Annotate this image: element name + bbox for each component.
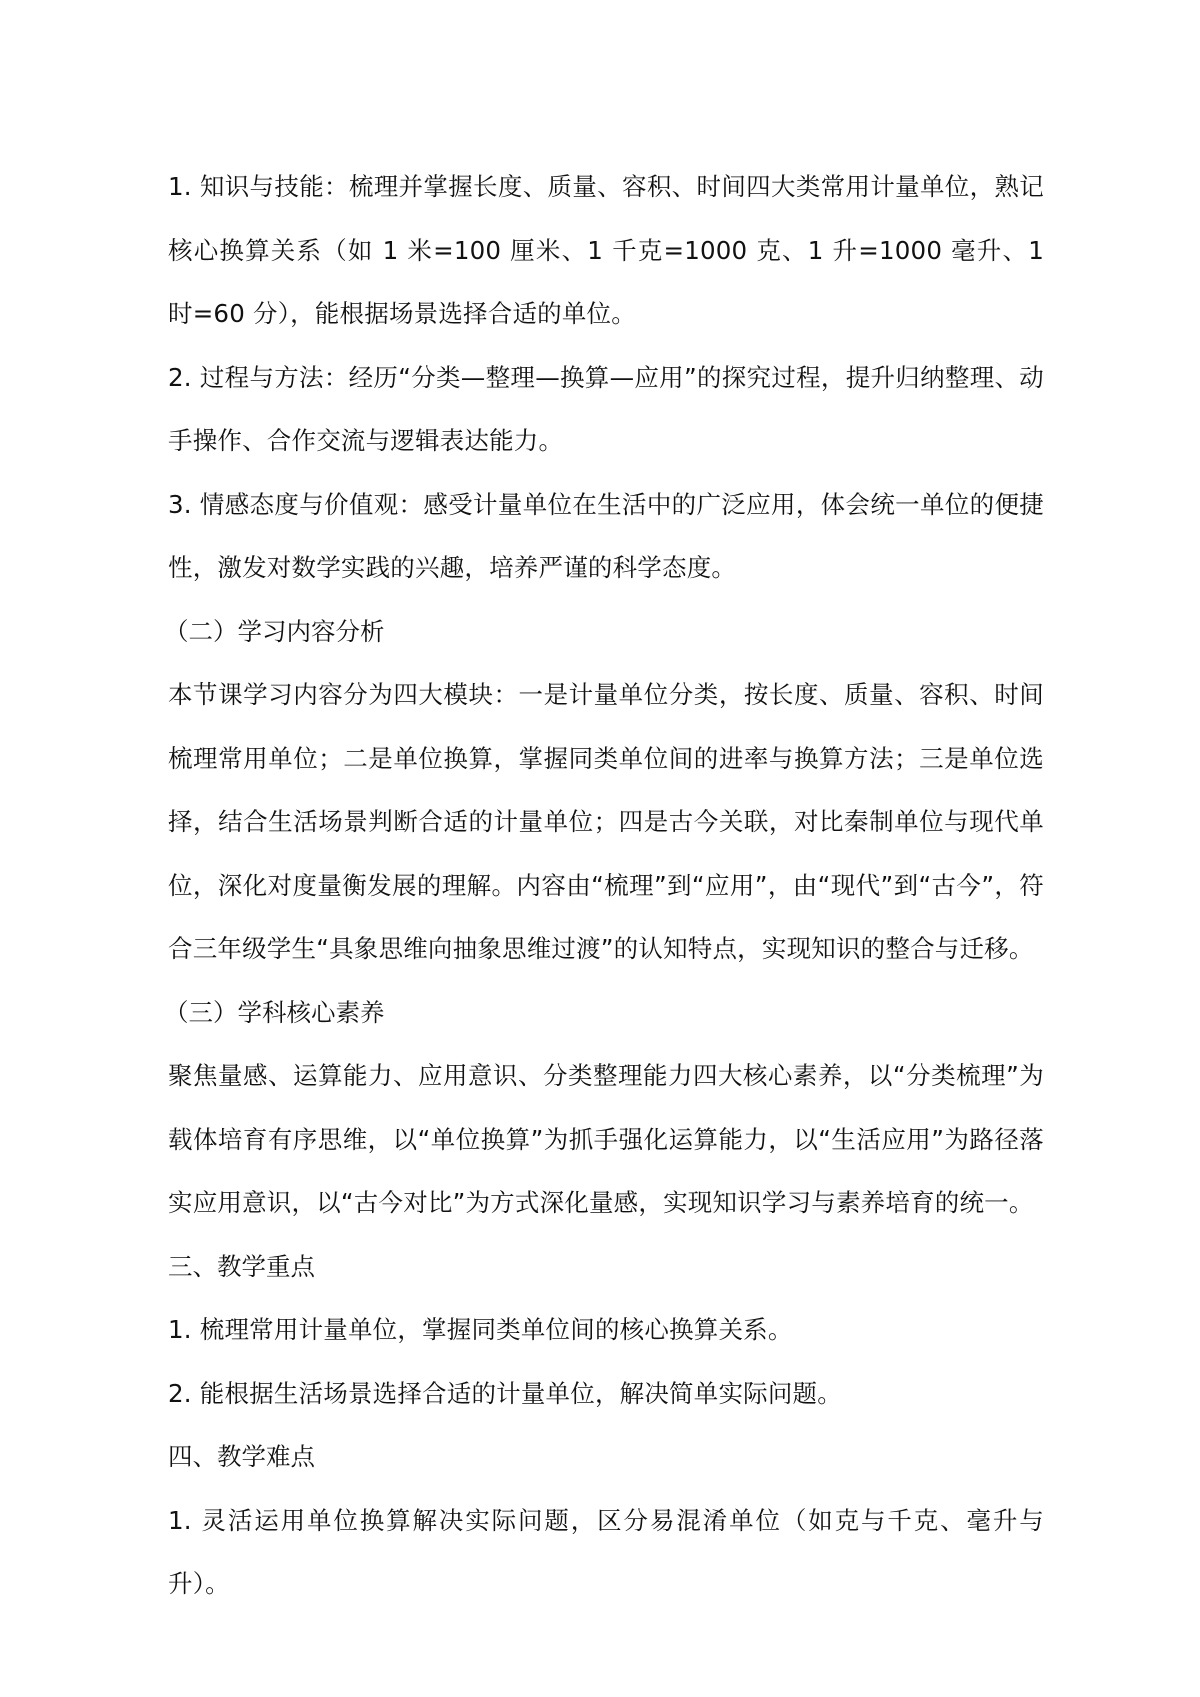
objective-knowledge-paragraph: 1. 知识与技能：梳理并掌握长度、质量、容积、时间四大类常用计量单位，熟记核心换算关系（如 1 米=100 厘米、1 千克=1000 克、1 升=1000 毫升、1 时=60 分），能根据场景选择合适的单位。 — [168, 172, 1044, 328]
section-heading-difficulties: 四、教学难点 — [168, 1442, 315, 1471]
core-literacy-paragraph: 聚焦量感、运算能力、应用意识、分类整理能力四大核心素养，以“分类梳理”为载体培育有序思维，以“单位换算”为抓手强化运算能力，以“生活应用”为路径落实应用意识，以“古今对比”为方式深化量感，实现知识学习与素养培育的统一。 — [168, 1061, 1044, 1217]
section-heading-key-points: 三、教学重点 — [168, 1251, 315, 1281]
difficulty-1: 1. 灵活运用单位换算解决实际问题，区分易混淆单位（如克与千克、毫升与升）。 — [168, 1505, 1044, 1598]
content-analysis-paragraph: 本节课学习内容分为四大模块：一是计量单位分类，按长度、质量、容积、时间梳理常用单位；二是单位换算，掌握同类单位间的进率与换算方法；三是单位选择，结合生活场景判断合适的计量单位；四是古今关联，对比秦制单位与现代单位，深化对度量衡发展的理解。内容由“梳理”到“应用”，由“现代”到“古今”，符合三年级学生“具象思维向抽象思维过渡”的认知特点，实现知识的整合与迁移。 — [168, 680, 1044, 963]
objective-process-paragraph: 2. 过程与方法：经历“分类—整理—换算—应用”的探究过程，提升归纳整理、动手操作、合作交流与逻辑表达能力。 — [168, 362, 1044, 455]
key-point-2: 2. 能根据生活场景选择合适的计量单位，解决简单实际问题。 — [168, 1378, 842, 1408]
section-heading-content-analysis: （二）学习内容分析 — [164, 616, 385, 646]
document-page — [164, 155, 1044, 1616]
key-point-1: 1. 梳理常用计量单位，掌握同类单位间的核心换算关系。 — [168, 1315, 793, 1344]
section-heading-core-literacy: （三）学科核心素养 — [164, 997, 385, 1027]
objective-attitude-paragraph: 3. 情感态度与价值观：感受计量单位在生活中的广泛应用，体会统一单位的便捷性，激发对数学实践的兴趣，培养严谨的科学态度。 — [168, 489, 1044, 582]
